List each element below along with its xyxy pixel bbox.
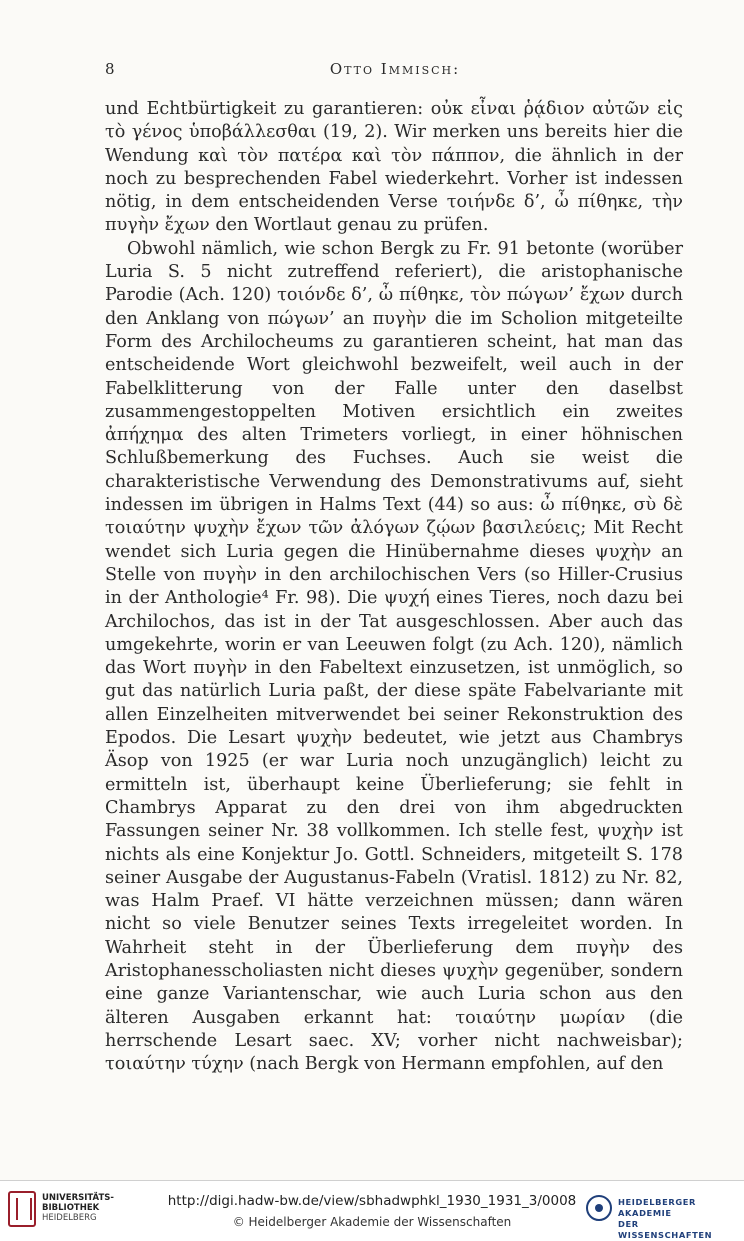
- academy-name-line2: DER WISSENSCHAFTEN: [618, 1219, 713, 1240]
- library-name-line3: HEIDELBERG: [42, 1213, 97, 1223]
- library-name-line1: UNIVERSITÄTS-: [42, 1193, 114, 1203]
- academy-logo[interactable]: [586, 1193, 736, 1240]
- running-title: Otto Immisch:: [329, 60, 461, 78]
- copyright-notice: © Heidelberger Akademie der Wissenschaften: [232, 1215, 512, 1229]
- viewer-footer: [0, 1180, 744, 1240]
- paragraph-2: Obwohl nämlich, wie schon Bergk zu Fr. 91 betonte (worüber Luria S. 5 nicht zutreffend referiert), die aristophanische Parodie (Ach. 120) τοιόνδε δ’, ὦ πίθηκε, τὸν πώγων’ ἔχων durch den Anklang von πώγων’ an πυγὴν die im Scholion mitgeteilte Form des Archilocheums zu garantieren scheint, hat man das entscheidende Wort gleichwohl bezweifelt, weil auch in der Fabelklitterung von der Falle unter den daselbst zusammengestoppelten Motiven ersichtlich ein zweites ἀπήχημα des alten Trimeters vorliegt, in einer höhnischen Schlußbemerkung des Fuchses. Auch sie weist die charakteristische Verwendung des Demonstrativums auf, sieht indessen im übrigen in Halms Text (44) so aus: ὦ πίθηκε, σὺ δὲ τοιαύτην ψυχὴν ἔχων τῶν ἀλόγων ζῴων βασιλεύεις; Mit Recht wendet sich Luria gegen die Hinübernahme dieses ψυχὴν an Stelle von πυγὴν in den archilochischen Vers (so Hiller-Crusius in der Anthologie⁴ Fr. 98). Die ψυχή eines Tieres, noch dazu bei Archilochos, das ist in der Tat ausgeschlossen. Aber auch das umgekehrte, worin er van Leeuwen folgt (zu Ach. 120), nämlich das Wort πυγὴν in den Fabeltext einzusetzen, ist unmöglich, so gut das natürlich Luria paßt, der diese späte Fabelvariante mit allen Einzelheiten mitverwendet bei seiner Rekonstruktion des Epodos. Die Lesart ψυχὴν bedeutet, wie jetzt aus Chambrys Äsop von 1925 (er war Luria noch unzugänglich) leicht zu ermitteln ist, überhaupt keine Überlieferung; sie fehlt in Chambrys Apparat zu den drei von ihm abgedruckten Fassungen seiner Nr. 38 vollkommen. Ich stelle fest, ψυχὴν ist nichts als eine Konjektur Jo. Gottl. Schneiders, mitgeteilt S. 178 seiner Ausgabe der Augustanus-Fabeln (Vratisl. 1812) zu Nr. 82, was Halm Praef. VI hätte verzeichnen müssen; dann wären nicht so viele Benutzer seines Texts irregeleitet worden. In Wahrheit steht in der Überlieferung dem πυγὴν des Aristophanesscholiasten nicht dieses ψυχὴν gegenüber, sondern eine ganze Variantenschar, wie auch Luria schon aus den älteren Ausgaben erkannt hat: τοιαύτην μωρίαν (die herrschende Lesart saec. XV; vorher nicht nachweisbar); τοιαύτην τύχην (nach Bergk von Hermann empfohlen, auf den: [105, 238, 683, 1075]
- paragraph-1: und Echtbürtigkeit zu garantieren: οὐκ εἶναι ῥᾴδιον αὐτῶν εἰς τὸ γένος ὑποβάλλεσθαι (19, 2). Wir merken uns bereits hier die Wendung καὶ τὸν πατέρα καὶ τὸν πάππον, die ähnlich in der noch zu besprechenden Fabel wiederkehrt. Vorher ist indessen nötig, in dem entscheidenden Verse τοιήνδε δ’, ὦ πίθηκε, τὴν πυγὴν ἔχων den Wortlaut genau zu prüfen.: [105, 99, 683, 236]
- academy-seal-icon: [586, 1195, 612, 1221]
- page-header: [105, 60, 685, 84]
- page-number: 8: [105, 60, 116, 78]
- body-text: [105, 98, 683, 1076]
- library-name-line2: BIBLIOTHEK: [42, 1203, 100, 1213]
- academy-name-line1: HEIDELBERGER AKADEMIE: [618, 1197, 696, 1218]
- permalink-url[interactable]: http://digi.hadw-bw.de/view/sbhadwphkl_1930_1931_3/0008: [167, 1193, 577, 1209]
